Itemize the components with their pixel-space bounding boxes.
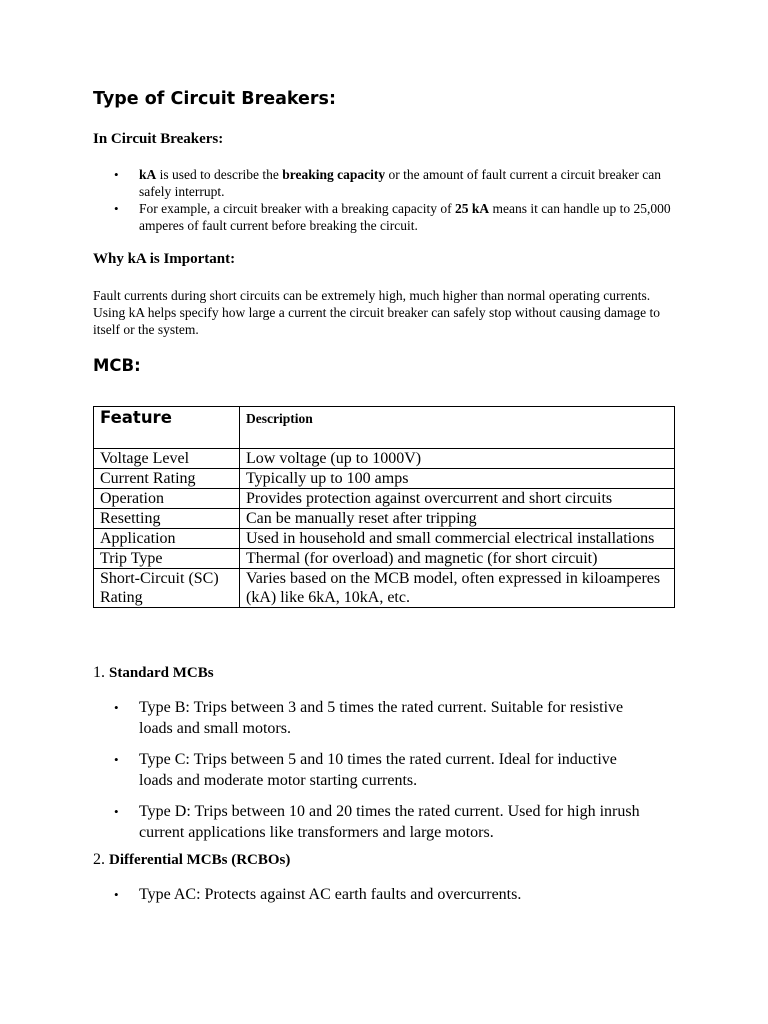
differential-mcbs-heading: 2. Differential MCBs (RCBOs) (93, 851, 291, 868)
table-row: Voltage Level Low voltage (up to 1000V) (94, 449, 675, 469)
list-item: • Type B: Trips between 3 and 5 times the rated current. Suitable for resistive loads and small motors. (93, 697, 653, 739)
standard-mcbs-list (93, 697, 653, 853)
list-item: • For example, a circuit breaker with a breaking capacity of 25 kA means it can handle up to 25,000 amperes of fault current before breaking the circuit. (93, 200, 675, 234)
in-circuit-breakers-list (93, 166, 675, 234)
table-row: Trip Type Thermal (for overload) and magnetic (for short circuit) (94, 549, 675, 569)
table-row: Operation Provides protection against overcurrent and short circuits (94, 489, 675, 509)
table-row: Application Used in household and small commercial electrical installations (94, 529, 675, 549)
table-row: Short-Circuit (SC) Rating Varies based on the MCB model, often expressed in kiloamperes (kA) like 6kA, 10kA, etc. (94, 569, 675, 608)
why-ka-paragraph: Fault currents during short circuits can be extremely high, much higher than normal operating currents. Using kA helps specify how large a current the circuit breaker can safely stop without causing damage to itself or the system. (93, 288, 660, 337)
in-circuit-breakers-heading: In Circuit Breakers: (93, 131, 224, 147)
standard-mcbs-heading: 1. Standard MCBs (93, 664, 214, 681)
page-title: Type of Circuit Breakers: (93, 89, 336, 109)
table-row: Current Rating Typically up to 100 amps (94, 469, 675, 489)
list-item: • kA is used to describe the breaking capacity or the amount of fault current a circuit breaker can safely interrupt. (93, 166, 675, 200)
table-header-row (94, 407, 675, 449)
header-feature: Feature (94, 407, 240, 449)
mcb-heading: MCB: (93, 356, 141, 375)
table-row: Resetting Can be manually reset after tripping (94, 509, 675, 529)
mcb-feature-table (93, 406, 675, 608)
why-ka-heading: Why kA is Important: (93, 251, 236, 267)
differential-mcbs-list (93, 884, 653, 915)
list-item: • Type C: Trips between 5 and 10 times the rated current. Ideal for inductive loads and moderate motor starting currents. (93, 749, 653, 791)
list-item: • Type AC: Protects against AC earth faults and overcurrents. (93, 884, 653, 905)
list-item: • Type D: Trips between 10 and 20 times the rated current. Used for high inrush current applications like transformers and large motors. (93, 801, 653, 843)
header-description: Description (240, 407, 675, 449)
